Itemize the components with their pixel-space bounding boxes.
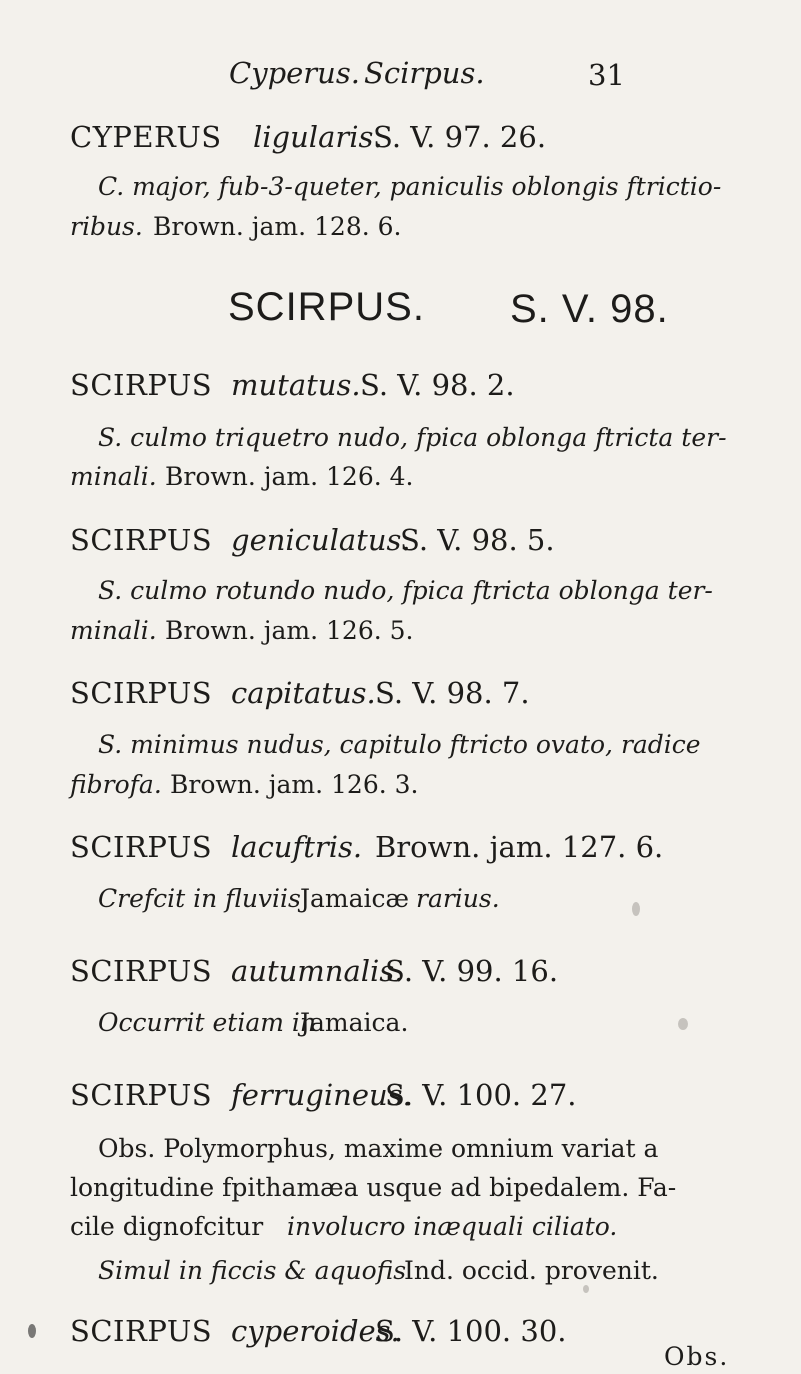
ink-speck: [632, 902, 640, 916]
description-line: fibrofa.: [70, 770, 162, 799]
entry-genus: SCIRPUS: [70, 830, 213, 864]
description-line: S. culmo triquetro nudo, fpica oblonga ftricta ter-: [98, 423, 727, 452]
observation-place: Ind. occid. provenit.: [404, 1256, 659, 1285]
description-citation: Brown. jam. 128. 6.: [153, 212, 402, 241]
entry-reference: S. V. 98. 7.: [375, 676, 530, 710]
description-line: minali.: [70, 616, 157, 645]
description-line: S. culmo rotundo nudo, fpica ftricta oblonga ter-: [98, 576, 713, 605]
description-line: Crefcit in fluviis: [98, 884, 301, 913]
section-heading: SCIRPUS.: [228, 285, 425, 329]
section-reference: S. V. 98.: [510, 287, 669, 331]
entry-genus: SCIRPUS: [70, 676, 213, 710]
observation-line: cile dignofcitur: [70, 1212, 264, 1241]
entry-epithet: ferrugineus.: [231, 1078, 412, 1112]
entry-reference: S. V. 98. 5.: [400, 523, 555, 557]
entry-epithet: cyperoides.: [231, 1314, 400, 1348]
observation-line: longitudine fpithamæa usque ad bipedalem. Fa-: [70, 1173, 677, 1202]
description-line: minali.: [70, 462, 157, 491]
observation-line: Simul in ficcis & aquofis: [98, 1256, 407, 1285]
description-line: C. major, fub-3-queter, paniculis oblongis ftrictio-: [98, 172, 722, 201]
entry-reference: S. V. 100. 27.: [385, 1078, 577, 1112]
entry-reference: Brown. jam. 127. 6.: [375, 830, 664, 864]
entry-reference: S. V. 98. 2.: [360, 368, 515, 402]
ink-speck: [678, 1018, 688, 1030]
description-place: Jamaica.: [300, 1008, 409, 1037]
entry-epithet: geniculatus.: [231, 523, 411, 557]
description-line: Occurrit etiam in: [98, 1008, 316, 1037]
running-head-cyperus: Cyperus.: [229, 56, 360, 90]
entry-genus: CYPERUS: [70, 120, 222, 154]
ink-speck: [583, 1285, 589, 1293]
page-number: 31: [588, 58, 625, 92]
description-citation: Brown. jam. 126. 3.: [170, 770, 419, 799]
observation-line: Obs. Polymorphus, maxime omnium variat a: [98, 1134, 659, 1163]
entry-genus: SCIRPUS: [70, 523, 213, 557]
entry-epithet: lacuftris.: [231, 830, 363, 864]
entry-epithet: ligularis.: [253, 120, 383, 154]
ink-speck: [28, 1324, 36, 1338]
entry-epithet: mutatus.: [231, 368, 361, 402]
description-place: Jamaicæ: [300, 884, 410, 913]
entry-epithet: capitatus.: [231, 676, 376, 710]
description-line: S. minimus nudus, capitulo ftricto ovato, radice: [98, 730, 701, 759]
description-citation: Brown. jam. 126. 5.: [165, 616, 414, 645]
entry-reference: S. V. 100. 30.: [375, 1314, 567, 1348]
catchword: Obs.: [664, 1342, 730, 1371]
entry-genus: SCIRPUS: [70, 954, 213, 988]
entry-reference: S. V. 99. 16.: [385, 954, 559, 988]
description-line: ribus.: [70, 212, 143, 241]
description-citation: Brown. jam. 126. 4.: [165, 462, 414, 491]
entry-genus: SCIRPUS: [70, 1078, 213, 1112]
running-head-scirpus: Scirpus.: [364, 56, 485, 90]
entry-genus: SCIRPUS: [70, 1314, 213, 1348]
observation-italic: involucro inæquali ciliato.: [287, 1212, 618, 1241]
entry-genus: SCIRPUS: [70, 368, 213, 402]
entry-epithet: autumnalis.: [231, 954, 404, 988]
description-line: rarius.: [416, 884, 500, 913]
entry-reference: S. V. 97. 26.: [373, 120, 547, 154]
